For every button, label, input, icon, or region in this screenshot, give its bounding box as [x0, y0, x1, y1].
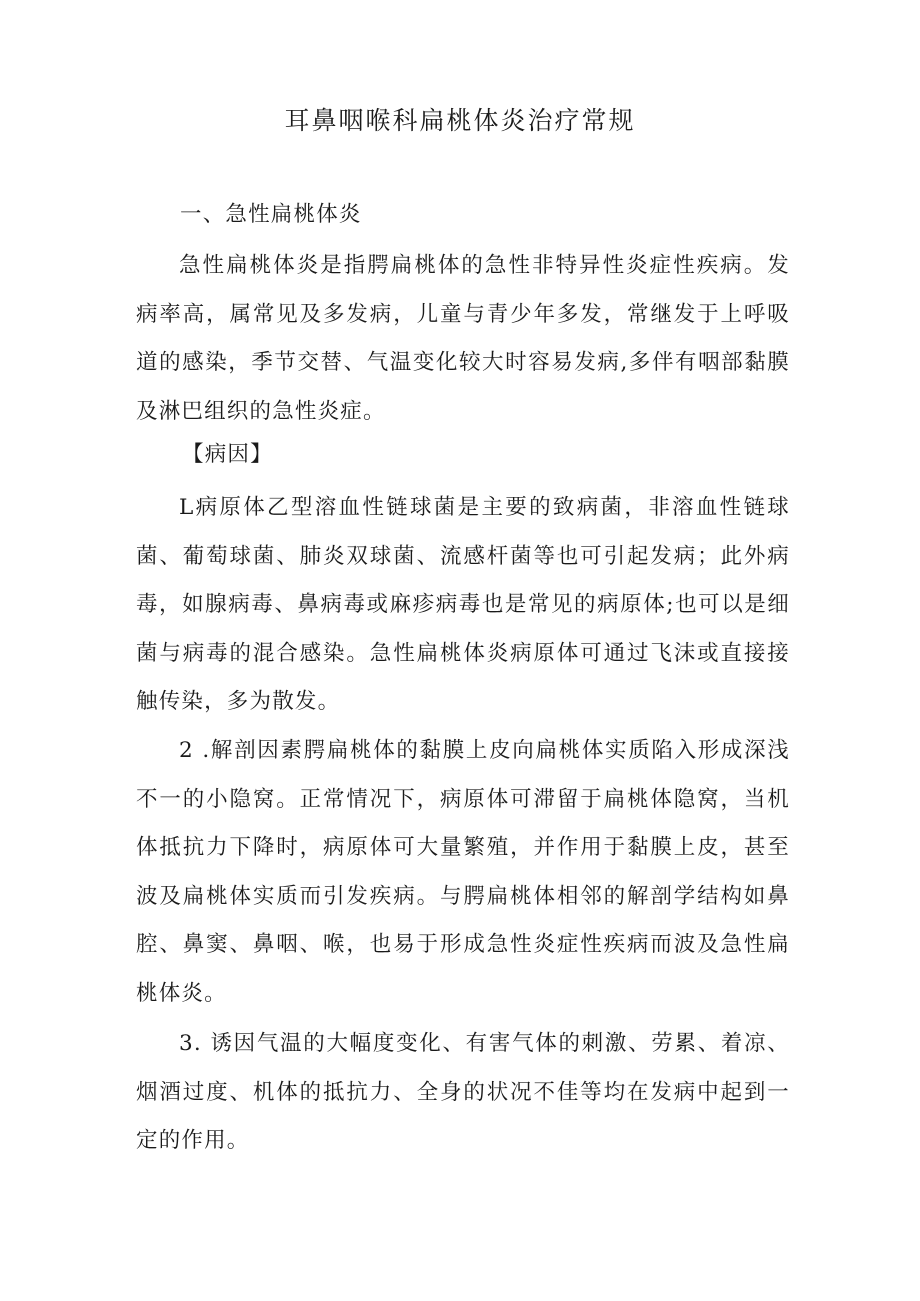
paragraph-definition: 急性扁桃体炎是指腭扁桃体的急性非特异性炎症性疾病。发病率高，属常见及多发病，儿童与青少年多发，常继发于上呼吸道的感染，季节交替、气温变化较大时容易发病,多伴有咽部黏膜及淋巴组织的急性炎症。 — [136, 253, 790, 424]
paragraph-triggers: 3. 诱因气温的大幅度变化、有害气体的刺激、劳累、着凉、烟酒过度、机体的抵抗力、全身的状况不佳等均在发病中起到一定的作用。 — [136, 1031, 790, 1153]
paragraph-anatomy: 2 .解剖因素腭扁桃体的黏膜上皮向扁桃体实质陷入形成深浅不一的小隐窝。正常情况下，病原体可滞留于扁桃体隐窝，当机体抵抗力下降时，病原体可大量繁殖，并作用于黏膜上皮，甚至波及扁桃体实质而引发疾病。与腭扁桃体相邻的解剖学结构如鼻腔、鼻窦、鼻咽、喉，也易于形成急性炎症性疾病而波及急性扁桃体炎。 — [136, 738, 790, 1006]
paragraph-pathogen: L病原体乙型溶血性链球菌是主要的致病菌，非溶血性链球菌、葡萄球菌、肺炎双球菌、流感杆菌等也可引起发病；此外病毒，如腺病毒、鼻病毒或麻疹病毒也是常见的病原体;也可以是细菌与病毒的混合感染。急性扁桃体炎病原体可通过飞沫或直接接触传染，多为散发。 — [136, 495, 790, 714]
section-heading-cause: 【病因】 — [182, 442, 273, 467]
section-heading-acute-tonsillitis: 一、急性扁桃体炎 — [180, 202, 362, 227]
document-title: 耳鼻咽喉科扁桃体炎治疗常规 — [284, 106, 636, 135]
